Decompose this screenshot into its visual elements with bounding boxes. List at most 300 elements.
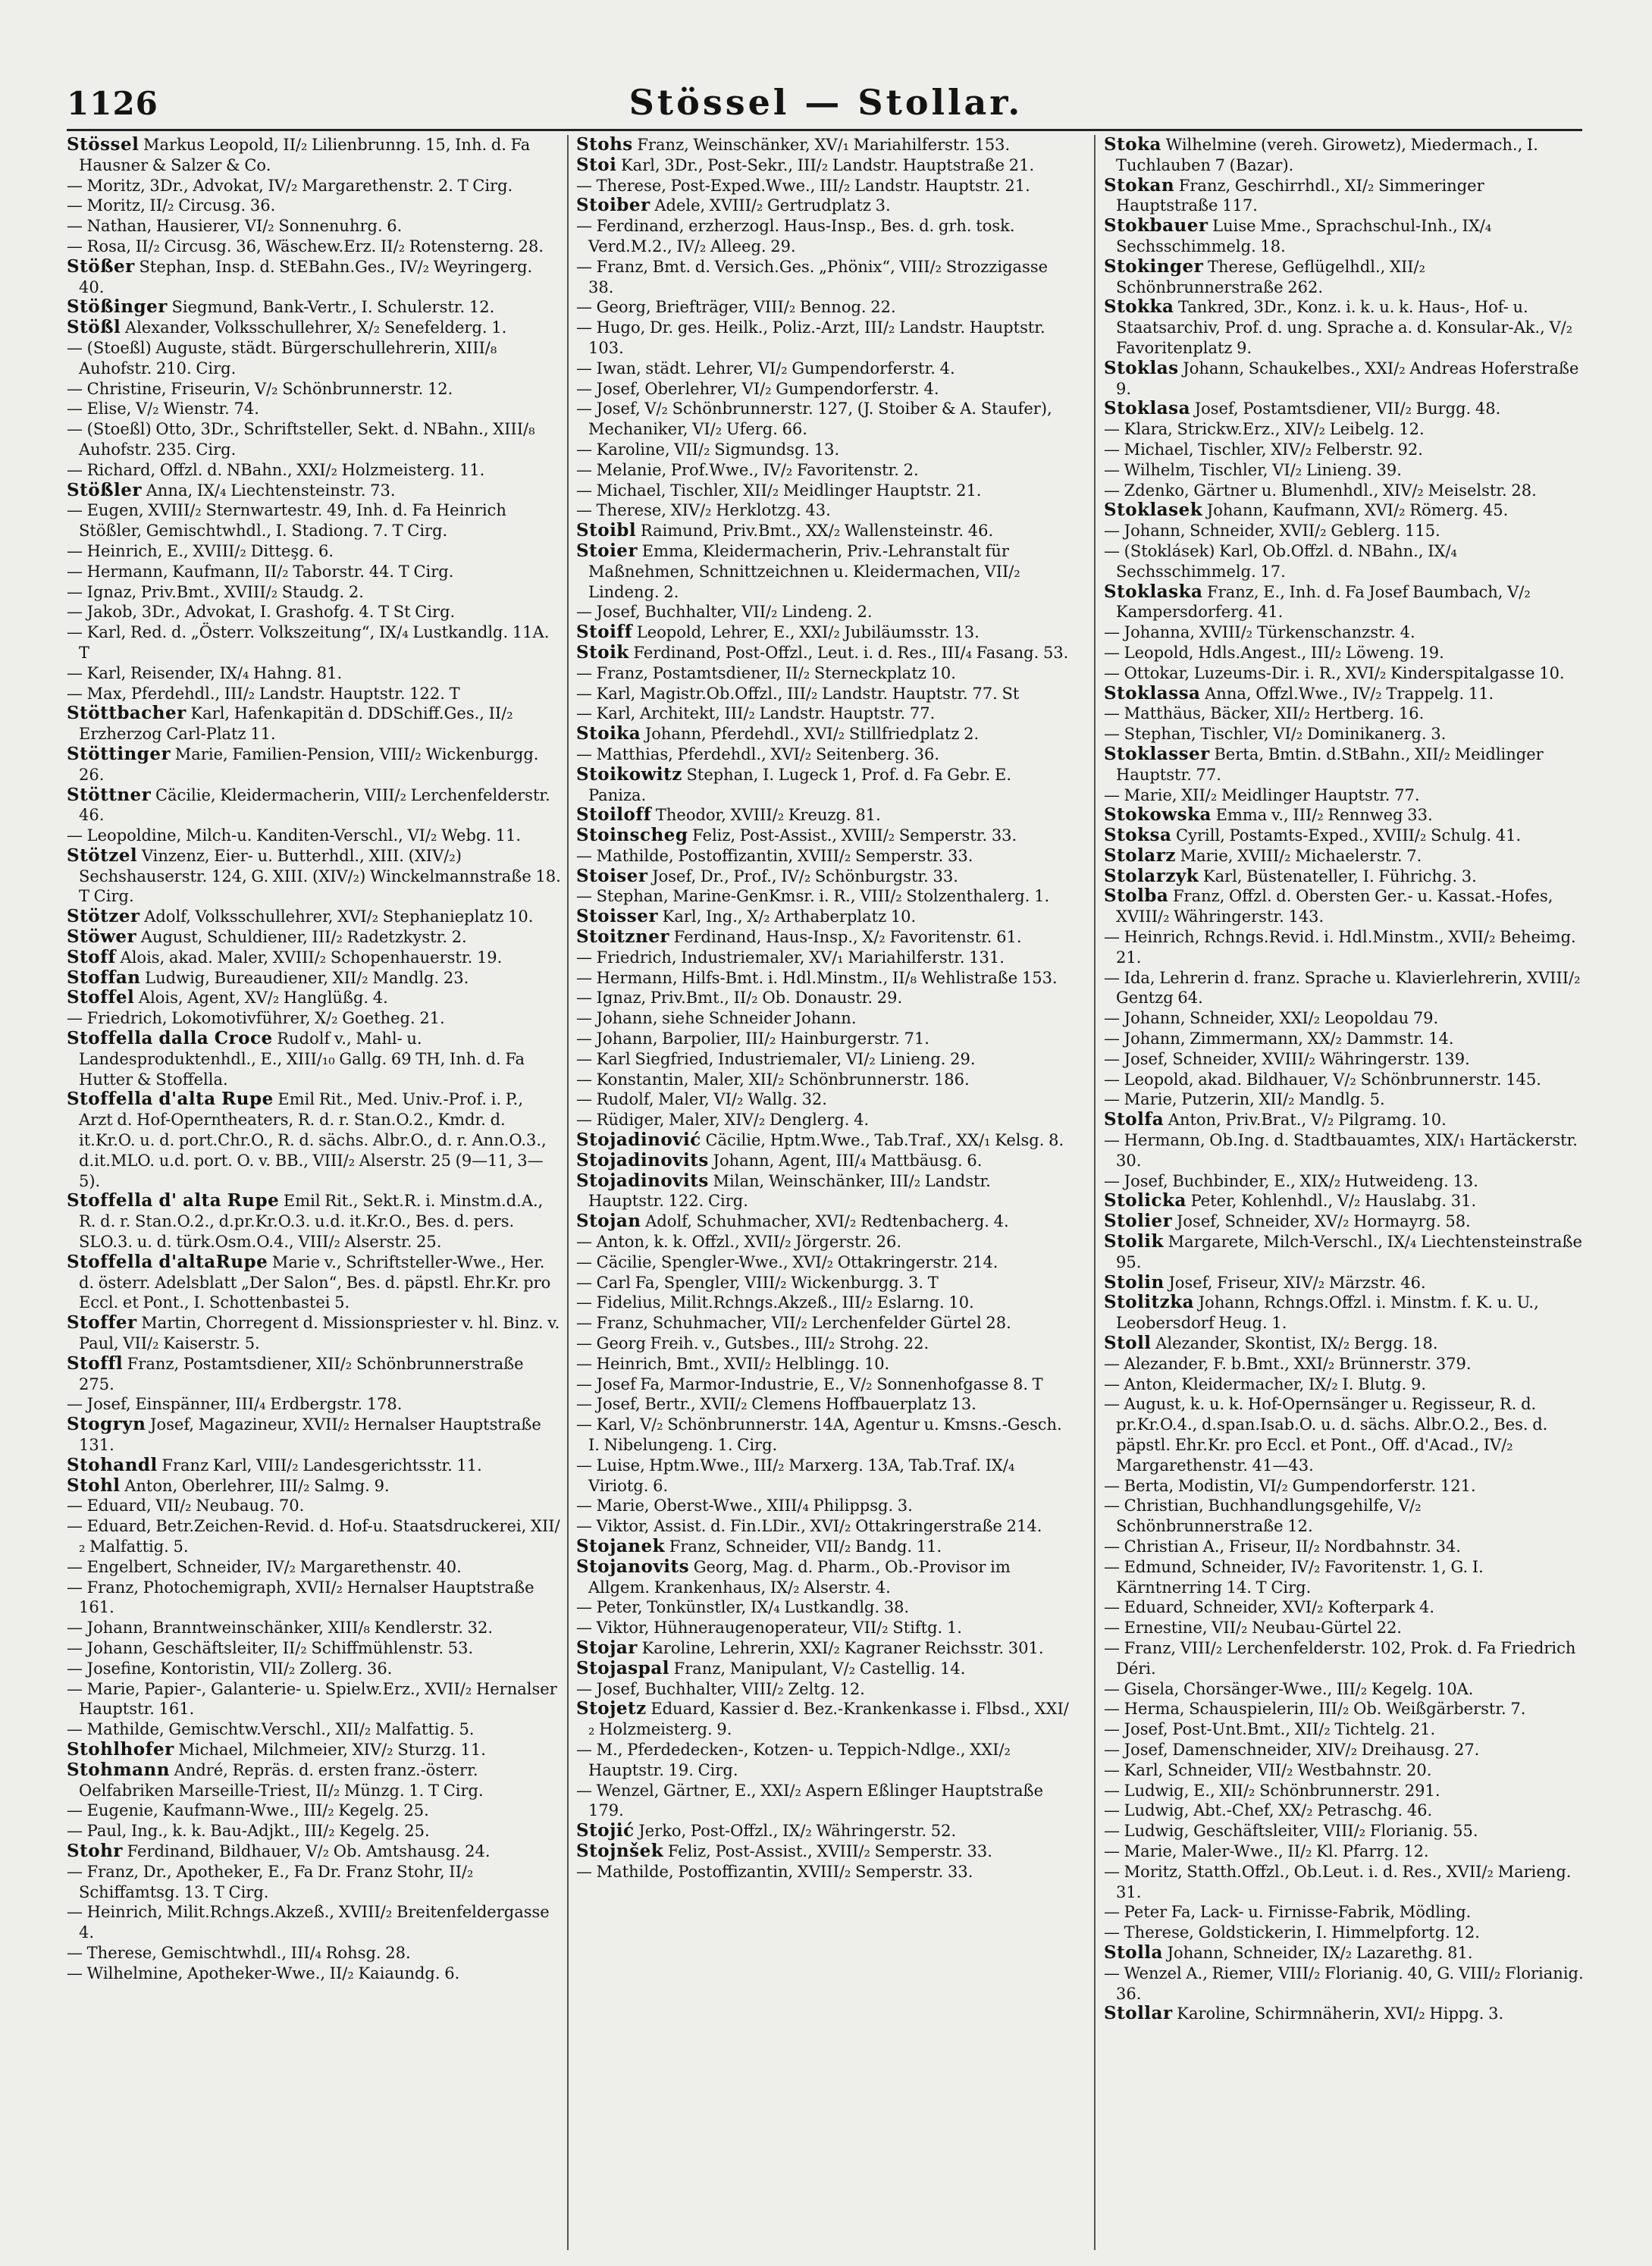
- entry-text: — Wenzel, Gärtner, E., XXI/₂ Aspern Eßlinger Hauptstraße 179.: [576, 1781, 1044, 1820]
- entry-text: — M., Pferdedecken-, Kotzen- u. Teppich-Ndlge., XXI/₂ Hauptstr. 19. Cirg.: [576, 1740, 1011, 1779]
- entry-surname: Stoffan: [67, 967, 141, 988]
- directory-entry: [67, 948, 561, 968]
- entry-surname: Stojanek: [576, 1535, 666, 1556]
- directory-entry: [67, 704, 561, 744]
- page-number: 1126: [67, 85, 158, 122]
- directory-entry: [67, 1476, 561, 1497]
- entry-surname: Stogryn: [67, 1414, 146, 1435]
- entry-text: — Mathilde, Postoffizantin, XVIII/₂ Semperstr. 33.: [576, 846, 973, 865]
- entry-surname: Stoff: [67, 946, 116, 967]
- entry-text: Stephan, Insp. d. StEBahn.Ges., IV/₂ Weyringerg. 40.: [79, 257, 533, 296]
- entry-text: — Alezander, F. b.Bmt., XXI/₂ Brünnerstr. 379.: [1104, 1354, 1472, 1373]
- directory-entry: [67, 1089, 561, 1191]
- directory-entry: [1104, 846, 1586, 867]
- entry-text: Margarete, Milch-Verschl., IX/₄ Liechtensteinstraße 95.: [1116, 1233, 1582, 1271]
- entry-text: Emma, Kleidermacherin, Priv.-Lehranstalt für Maßnehmen, Schnittzeichnen u. Kleidermachen, VII/₂ Lindeng. 2.: [588, 541, 1020, 601]
- directory-entry: [576, 521, 1071, 541]
- entry-text: — Heinrich, Rchngs.Revid. i. Hdl.Minstm., XVII/₂ Beheimg. 21.: [1104, 928, 1576, 967]
- entry-text: — Eduard, Betr.Zeichen-Revid. d. Hof-u. Staatsdruckerei, XII/₂ Malfattig. 5.: [67, 1517, 560, 1556]
- entry-text: Adele, XVIII/₂ Gertrudplatz 3.: [650, 196, 891, 215]
- entry-text: Cyrill, Postamts-Exped., XVIII/₂ Schulg. 41.: [1171, 826, 1522, 845]
- entry-text: Ludwig, Bureaudiener, XII/₂ Mandlg. 23.: [140, 968, 469, 987]
- entry-text: Anton, Oberlehrer, III/₂ Salmg. 9.: [120, 1476, 390, 1495]
- directory-entry: [576, 1354, 1071, 1374]
- entry-surname: Stoklasser: [1104, 743, 1210, 764]
- entry-text: Franz, Weinschänker, XV/₁ Mariahilferstr. 153.: [632, 136, 1011, 154]
- entry-surname: Stoksa: [1104, 825, 1172, 846]
- directory-entry: [1104, 643, 1586, 663]
- directory-entry: [576, 216, 1071, 257]
- directory-entry: [576, 684, 1071, 704]
- entry-surname: Stojar: [576, 1637, 638, 1658]
- directory-entry: [576, 460, 1071, 481]
- directory-entry: [576, 846, 1071, 867]
- entry-surname: Stoier: [576, 540, 638, 561]
- directory-entry: [1104, 744, 1586, 785]
- entry-surname: Stoffer: [67, 1312, 137, 1334]
- entry-text: — Karl, Schneider, VII/₂ Westbahnstr. 20.: [1104, 1760, 1432, 1779]
- entry-text: — Christine, Friseurin, V/₂ Schönbrunnerstr. 12.: [67, 379, 453, 398]
- directory-entry: [67, 419, 561, 460]
- entry-text: — Karl, Red. d. „Österr. Volkszeitung“, IX/₄ Lustkandlg. 11A. T: [67, 623, 550, 662]
- directory-entry: [576, 135, 1071, 155]
- directory-entry: [67, 663, 561, 684]
- entry-text: Franz Karl, VIII/₂ Landesgerichtsstr. 11.: [157, 1456, 482, 1475]
- entry-text: Karl, Ing., X/₂ Arthaberplatz 10.: [657, 907, 917, 926]
- entry-surname: Stoklas: [1104, 357, 1179, 378]
- directory-entry: [576, 440, 1071, 460]
- entry-text: — Karl, Magistr.Ob.Offzl., III/₂ Landstr. Hauptstr. 77. St: [576, 684, 1020, 703]
- directory-entry: [576, 1821, 1071, 1841]
- entry-text: — Karl, Reisender, IX/₄ Hahng. 81.: [67, 663, 343, 682]
- directory-entry: [67, 176, 561, 196]
- entry-surname: Stokbauer: [1104, 215, 1208, 237]
- entry-surname: Stokinger: [1104, 255, 1204, 277]
- directory-entry: [67, 500, 561, 541]
- entry-text: Karoline, Lehrerin, XXI/₂ Kagraner Reichsstr. 301.: [637, 1638, 1044, 1657]
- entry-text: Franz, Offzl. d. Obersten Ger.- u. Kassat.-Hofes, XVIII/₂ Währingerstr. 143.: [1116, 887, 1553, 926]
- directory-entry: [1104, 1394, 1586, 1475]
- entry-surname: Stoik: [576, 641, 629, 663]
- entry-text: — Anton, Kleidermacher, IX/₂ I. Blutg. 9.: [1104, 1374, 1427, 1393]
- entry-text: Tankred, 3Dr., Konz. i. k. u. k. Haus-, Hof- u. Staatsarchiv, Prof. d. ung. Sprache a. d. Konsular-Ak., V/₂ Favoritenplatz 9.: [1116, 298, 1573, 357]
- directory-entry: [576, 1557, 1071, 1598]
- directory-entry: [1104, 1334, 1586, 1354]
- entry-text: — Wenzel A., Riemer, VIII/₂ Florianig. 40, G. VIII/₂ Florianig. 36.: [1104, 1964, 1584, 2003]
- entry-text: Michael, Milchmeier, XIV/₂ Sturzg. 11.: [174, 1740, 486, 1759]
- entry-text: — Josef, Buchhalter, VII/₂ Lindeng. 2.: [576, 603, 873, 622]
- directory-entry: [576, 744, 1071, 765]
- entry-text: Emma v., III/₂ Rennweg 33.: [1211, 806, 1433, 825]
- directory-entry: [1104, 805, 1586, 826]
- entry-text: Johann, Schneider, IX/₂ Lazarethg. 81.: [1162, 1943, 1473, 1962]
- entry-text: — Matthäus, Bäcker, XII/₂ Hertberg. 16.: [1104, 704, 1425, 723]
- directory-entry: [576, 1273, 1071, 1293]
- directory-entry: [67, 399, 561, 419]
- entry-text: Therese, Geflügelhdl., XII/₂ Schönbrunnerstraße 262.: [1116, 257, 1426, 296]
- entry-surname: Stoffella d'alta Rupe: [67, 1089, 274, 1110]
- entry-text: — Engelbert, Schneider, IV/₂ Margarethenstr. 40.: [67, 1557, 462, 1576]
- directory-entry: [67, 1943, 561, 1964]
- entry-surname: Stolin: [1104, 1271, 1165, 1293]
- entry-text: Johann, Rchngs.Offzl. i. Minstm. f. K. u. U., Leobersdorf Heug. 1.: [1116, 1293, 1539, 1333]
- entry-surname: Stößer: [67, 255, 135, 277]
- directory-entry: [576, 1211, 1071, 1232]
- directory-entry: [1104, 927, 1586, 968]
- entry-text: — Heinrich, Milit.Rchngs.Akzeß., XVIII/₂ Breitenfeldergasse 4.: [67, 1903, 550, 1942]
- entry-surname: Stojaspal: [576, 1657, 669, 1678]
- entry-text: — Karl Siegfried, Industriemaler, VI/₂ Linieng. 29.: [576, 1049, 976, 1068]
- entry-text: — Peter, Tonkünstler, IX/₄ Lustkandlg. 38.: [576, 1598, 910, 1617]
- directory-entry: [576, 196, 1071, 216]
- directory-entry: [1104, 785, 1586, 806]
- entry-text: Anna, IX/₄ Liechtensteinstr. 73.: [142, 481, 396, 500]
- entry-text: — Carl Fa, Spengler, VIII/₂ Wickenburgg. 3. T: [576, 1273, 939, 1292]
- entry-text: Johann, Pferdehdl., XVI/₂ Stillfriedplatz 2.: [641, 725, 980, 744]
- entry-text: — Marie, Oberst-Wwe., XIII/₄ Philippsg. 3.: [576, 1497, 913, 1515]
- directory-entry: [1104, 216, 1586, 257]
- directory-entry: [67, 1415, 561, 1456]
- directory-entry: [576, 1008, 1071, 1029]
- entry-text: — Eugen, XVIII/₂ Sternwartestr. 49, Inh. d. Fa Heinrich Stößler, Gemischtwhdl., I. Stadiong. 7. T Cirg.: [67, 501, 506, 541]
- directory-entry: [1104, 541, 1586, 582]
- entry-surname: Stoll: [1104, 1333, 1152, 1354]
- directory-entry: [67, 684, 561, 704]
- entry-surname: Stöttinger: [67, 743, 171, 764]
- directory-entry: [67, 481, 561, 501]
- directory-entry: [1104, 704, 1586, 724]
- directory-entry: [1104, 1638, 1586, 1679]
- directory-entry: [1104, 359, 1586, 400]
- directory-entry: [67, 1964, 561, 1984]
- entry-text: — Peter Fa, Lack- u. Firnisse-Fabrik, Mödling.: [1104, 1903, 1472, 1922]
- directory-entry: [67, 562, 561, 582]
- directory-entry: [1104, 1191, 1586, 1211]
- entry-text: Johann, Agent, III/₄ Mattbäusg. 6.: [708, 1151, 983, 1170]
- directory-entry: [576, 1232, 1071, 1252]
- directory-entry: [67, 1841, 561, 1862]
- entry-surname: Stojanovits: [576, 1556, 690, 1577]
- directory-entry: [67, 1456, 561, 1476]
- entry-text: Wilhelmine (vereh. Girowetz), Miedermach., I. Tuchlauben 7 (Bazar).: [1116, 136, 1538, 174]
- directory-entry: [1104, 1557, 1586, 1598]
- directory-entry: [1104, 176, 1586, 217]
- directory-entry: [576, 1049, 1071, 1070]
- entry-text: Feliz, Post-Assist., XVIII/₂ Semperstr. 33.: [688, 826, 1017, 845]
- directory-entry: [67, 318, 561, 338]
- entry-text: — Leopoldine, Milch-u. Kanditen-Verschl., VI/₂ Webg. 11.: [67, 826, 522, 845]
- directory-entry: [67, 846, 561, 907]
- entry-surname: Stollar: [1104, 2003, 1173, 2024]
- entry-text: — Wilhelmine, Apotheker-Wwe., II/₂ Kaiaundg. 6.: [67, 1964, 460, 1982]
- directory-entry: [576, 826, 1071, 846]
- entry-surname: Stötzer: [67, 906, 140, 927]
- entry-text: — Heinrich, E., XVIII/₂ Ditteşg. 6.: [67, 541, 334, 560]
- entry-text: — Marie, Papier-, Galanterie- u. Spielw.Erz., XVII/₂ Hernalser Hauptstr. 161.: [67, 1679, 557, 1719]
- entry-text: — Johann, Schneider, XVII/₂ Geblerg. 115.: [1104, 522, 1440, 541]
- entry-text: Franz, Postamtsdiener, XII/₂ Schönbrunnerstraße 275.: [79, 1354, 524, 1393]
- entry-surname: Stohs: [576, 135, 633, 155]
- directory-entry: [67, 1719, 561, 1740]
- entry-text: — Franz, Postamtsdiener, II/₂ Sterneckplatz 10.: [576, 663, 956, 682]
- directory-entry: [1104, 481, 1586, 501]
- entry-text: Marie, XVIII/₂ Michaelerstr. 7.: [1175, 846, 1422, 865]
- entry-text: Josef, Postamtsdiener, VII/₂ Burgg. 48.: [1190, 400, 1501, 418]
- entry-surname: Stohandl: [67, 1454, 158, 1475]
- directory-entry: [576, 1089, 1071, 1110]
- entry-text: — Mathilde, Gemischtw.Verschl., XII/₂ Malfattig. 5.: [67, 1720, 475, 1739]
- directory-entry: [576, 988, 1071, 1008]
- entry-text: Marie v., Schriftsteller-Wwe., Her. d. österr. Adelsblatt „Der Salon“, Bes. d. päpstl. Ehr.Kr. pro Eccl. et Pont., I. Schottenbastei 5.: [79, 1252, 551, 1312]
- entry-text: — Johann, siehe Schneider Johann.: [576, 1009, 857, 1028]
- entry-surname: Stoikowitz: [576, 763, 682, 785]
- entry-text: — Nathan, Hausierer, VI/₂ Sonnenuhrg. 6.: [67, 217, 403, 236]
- entry-text: Emil Rit., Sekt.R. i. Minstm.d.A., R. d. r. Stan.O.2., d.pr.Kr.O.3. u.d. it.Kr.O., Bes. d. pers. SLO.3. u. d. türk.Osm.O.4., VIII/₂ Alserstr. 25.: [79, 1192, 544, 1252]
- entry-text: Stephan, I. Lugeck 1, Prof. d. Fa Gebr. E. Paniza.: [588, 765, 1012, 804]
- entry-surname: Stoiser: [576, 865, 648, 886]
- directory-entry: [67, 1821, 561, 1841]
- directory-entry: [67, 1252, 561, 1313]
- entry-text: Martin, Chorregent d. Missionspriester v. hl. Binz. v. Paul, VII/₂ Kaiserstr. 5.: [79, 1314, 560, 1353]
- entry-text: — Luise, Hptm.Wwe., III/₂ Marxerg. 13A, Tab.Traf. IX/₄ Viriotg. 6.: [576, 1456, 1015, 1495]
- directory-entry: [67, 237, 561, 257]
- entry-surname: Stoiff: [576, 622, 633, 643]
- entry-text: Theodor, XVIII/₂ Kreuzg. 81.: [651, 806, 881, 825]
- directory-entry: [576, 1516, 1071, 1537]
- directory-entry: [576, 1394, 1071, 1415]
- directory-entry: [1104, 1374, 1586, 1395]
- entry-text: Emil Rit., Med. Univ.-Prof. i. P., Arzt d. Hof-Operntheaters, R. d. r. Stan.O.2., Kmdr. d. it.Kr.O. u. d. port.Chr.O., R. d. sächs. Albr.O., d. r. Ann.O.3., d.it.MLO. u.d. port. O. v. BB., VIII/₂ Alserstr. 25 (9—11, 3—5).: [79, 1090, 547, 1190]
- directory-entry: [576, 1334, 1071, 1354]
- directory-entry: [1104, 1293, 1586, 1334]
- directory-entry: [1104, 1089, 1586, 1110]
- entry-text: Markus Leopold, II/₂ Lilienbrunng. 15, Inh. d. Fa Hausner & Salzer & Co.: [79, 136, 531, 174]
- entry-text: — Moritz, II/₂ Circusg. 36.: [67, 196, 276, 215]
- directory-entry: [576, 602, 1071, 622]
- directory-entry: [67, 968, 561, 989]
- entry-surname: Stoka: [1104, 135, 1161, 155]
- directory-entry: [1104, 1354, 1586, 1374]
- entry-text: — Josef, V/₂ Schönbrunnerstr. 127, (J. Stoiber & A. Staufer), Mechaniker, VI/₂ Uferg. 66.: [576, 400, 1052, 439]
- entry-surname: Stößler: [67, 479, 143, 500]
- entry-text: — Therese, Goldstickerin, I. Himmelpfortg. 12.: [1104, 1923, 1480, 1942]
- directory-entry: [1104, 460, 1586, 481]
- entry-surname: Stoffella dalla Croce: [67, 1028, 273, 1049]
- directory-entry: [576, 297, 1071, 318]
- entry-text: — Josef, Buchhalter, VIII/₂ Zeltg. 12.: [576, 1679, 865, 1698]
- directory-entry: [67, 1496, 561, 1516]
- entry-text: — Max, Pferdehdl., III/₂ Landstr. Hauptstr. 122. T: [67, 684, 460, 703]
- entry-surname: Stohmann: [67, 1759, 170, 1780]
- directory-entry: [1104, 1902, 1586, 1923]
- directory-entry: [576, 1151, 1071, 1171]
- directory-entry: [67, 785, 561, 826]
- entry-text: — Heinrich, Bmt., XVII/₂ Helblingg. 10.: [576, 1354, 890, 1373]
- entry-text: — Moritz, 3Dr., Advokat, IV/₂ Margarethenstr. 2. T Cirg.: [67, 176, 513, 195]
- entry-surname: Stoklasa: [1104, 398, 1191, 419]
- entry-surname: Stohlhofer: [67, 1738, 174, 1760]
- entry-surname: Stoi: [576, 154, 617, 175]
- entry-text: Alexander, Volksschullehrer, X/₂ Senefelderg. 1.: [121, 318, 507, 337]
- directory-entry: [576, 643, 1071, 663]
- entry-text: — Therese, Gemischtwhdl., III/₄ Rohsg. 28.: [67, 1943, 411, 1962]
- directory-entry: [67, 135, 561, 176]
- entry-text: — Georg Freih. v., Gutsbes., III/₂ Strohg. 22.: [576, 1334, 929, 1353]
- directory-entry: [1104, 1476, 1586, 1497]
- entry-text: — Ludwig, Geschäftsleiter, VIII/₂ Florianig. 55.: [1104, 1822, 1478, 1841]
- directory-entry: [1104, 663, 1586, 684]
- entry-text: — Christian, Buchhandlungsgehilfe, V/₂ Schönbrunnerstraße 12.: [1104, 1497, 1422, 1536]
- directory-entry: [576, 948, 1071, 968]
- entry-surname: Stojetz: [576, 1698, 647, 1719]
- entry-text: — Ferdinand, erzherzogl. Haus-Insp., Bes. d. grh. tosk. Verd.M.2., IV/₂ Alleeg. 29.: [576, 217, 1015, 255]
- entry-text: — Karoline, VII/₂ Sigmundsg. 13.: [576, 440, 840, 459]
- directory-entry: [1104, 1496, 1586, 1537]
- entry-text: — Rudolf, Maler, VI/₂ Wallg. 32.: [576, 1090, 827, 1109]
- entry-text: — Berta, Modistin, VI/₂ Gumpendorferstr. 121.: [1104, 1476, 1476, 1495]
- directory-entry: [67, 927, 561, 948]
- directory-entry: [576, 867, 1071, 887]
- entry-text: — August, k. u. k. Hof-Opernsänger u. Regisseur, R. d. pr.Kr.O.4., d.span.Isab.O. u. d. sächs. Albr.O.2., Bes. d. päpstl. Ehr.Kr. pro Eccl. et Pont., Off. d'Acad., IV/₂ Margarethenstr. 41—43.: [1104, 1395, 1548, 1475]
- entry-surname: Stoiber: [576, 195, 650, 216]
- directory-column-2: [576, 135, 1071, 2250]
- directory-entry: [576, 1110, 1071, 1130]
- entry-text: — (Stoklásek) Karl, Ob.Offzl. d. NBahn., IX/₄ Sechsschimmelg. 17.: [1104, 541, 1457, 581]
- entry-text: — Ida, Lehrerin d. franz. Sprache u. Klavierlehrerin, XVIII/₂ Gentzg 64.: [1104, 968, 1581, 1008]
- directory-entry: [576, 379, 1071, 400]
- entry-text: — Iwan, städt. Lehrer, VI/₂ Gumpendorferstr. 4.: [576, 359, 955, 378]
- entry-surname: Stolarzyk: [1104, 865, 1199, 886]
- directory-entry: [576, 1699, 1071, 1740]
- entry-text: Karl, Hafenkapitän d. DDSchiff.Ges., II/₂ Erzherzog Carl-Platz 11.: [79, 704, 513, 744]
- entry-text: Rudolf v., Mahl- u. Landesproduktenhdl., E., XIII/₁₀ Gallg. 69 TH, Inh. d. Fa Hutter & Stoffella.: [79, 1030, 525, 1089]
- directory-entry: [67, 338, 561, 379]
- entry-surname: Stokan: [1104, 174, 1175, 196]
- directory-entry: [576, 1537, 1071, 1557]
- directory-column-1: [67, 135, 561, 2250]
- entry-text: — Fidelius, Milit.Rchngs.Akzeß., III/₂ Eslarng. 10.: [576, 1293, 974, 1312]
- entry-text: — Franz, Bmt. d. Versich.Ges. „Phönix“, VIII/₂ Strozzigasse 38.: [576, 257, 1049, 296]
- entry-surname: Stolier: [1104, 1211, 1173, 1232]
- directory-entry: [1104, 1740, 1586, 1760]
- directory-entry: [576, 318, 1071, 359]
- entry-text: — Stephan, Marine-GenKmsr. i. R., VIII/₂ Stolzenthalerg. 1.: [576, 887, 1050, 906]
- directory-entry: [1104, 2004, 1586, 2024]
- entry-text: Ferdinand, Haus-Insp., X/₂ Favoritenstr. 61.: [669, 928, 1022, 947]
- entry-text: Johann, Schaukelbes., XXI/₂ Andreas Hoferstraße 9.: [1116, 359, 1579, 398]
- entry-text: — Paul, Ing., k. k. Bau-Adjkt., III/₂ Kegelg. 25.: [67, 1822, 430, 1841]
- entry-surname: Stöwer: [67, 926, 137, 948]
- directory-entry: [1104, 1008, 1586, 1029]
- entry-surname: Stöttbacher: [67, 703, 187, 724]
- entry-text: — Herma, Schauspielerin, III/₂ Ob. Weißgärberstr. 7.: [1104, 1700, 1526, 1719]
- entry-surname: Stokowska: [1104, 804, 1212, 826]
- directory-entry: [1104, 1841, 1586, 1862]
- entry-surname: Stolitzka: [1104, 1292, 1195, 1313]
- directory-entry: [67, 1008, 561, 1029]
- entry-text: — Ludwig, E., XII/₂ Schönbrunnerstr. 291.: [1104, 1781, 1440, 1800]
- entry-surname: Stolicka: [1104, 1190, 1186, 1211]
- entry-surname: Stoffella d' alta Rupe: [67, 1190, 280, 1211]
- entry-text: — Rüdiger, Maler, XIV/₂ Denglerg. 4.: [576, 1111, 870, 1130]
- directory-entry: [1104, 1232, 1586, 1273]
- entry-surname: Stöttner: [67, 784, 152, 805]
- directory-entry: [67, 1679, 561, 1720]
- directory-entry: [576, 1252, 1071, 1273]
- directory-entry: [67, 379, 561, 400]
- entry-text: — Eugenie, Kaufmann-Wwe., III/₂ Kegelg. 25.: [67, 1801, 429, 1820]
- entry-text: Feliz, Post-Assist., XVIII/₂ Semperstr. 33.: [663, 1841, 992, 1860]
- entry-surname: Stojan: [576, 1211, 641, 1232]
- entry-text: — Richard, Offzl. d. NBahn., XXI/₂ Holzmeisterg. 11.: [67, 460, 485, 479]
- directory-entry: [576, 927, 1071, 948]
- entry-text: — Hugo, Dr. ges. Heilk., Poliz.-Arzt, III/₂ Landstr. Hauptstr. 103.: [576, 318, 1045, 357]
- directory-entry: [576, 1415, 1071, 1456]
- entry-text: — Karl, Architekt, III/₂ Landstr. Hauptstr. 77.: [576, 704, 936, 723]
- entry-text: Peter, Kohlenhdl., V/₂ Hauslabg. 31.: [1186, 1192, 1477, 1211]
- entry-text: Luise Mme., Sprachschul-Inh., IX/₄ Sechsschimmelg. 18.: [1116, 217, 1492, 255]
- entry-surname: Stoiloff: [576, 804, 652, 826]
- directory-entry: [67, 826, 561, 846]
- directory-entry: [67, 1394, 561, 1415]
- entry-text: — Ignaz, Priv.Bmt., XVIII/₂ Staudg. 2.: [67, 582, 364, 601]
- entry-surname: Stoibl: [576, 520, 637, 541]
- directory-entry: [1104, 1273, 1586, 1293]
- directory-entry: [67, 257, 561, 298]
- entry-text: — Wilhelm, Tischler, VI/₂ Linieng. 39.: [1104, 460, 1402, 479]
- entry-text: — Konstantin, Maler, XII/₂ Schönbrunnerstr. 186.: [576, 1070, 970, 1089]
- directory-entry: [67, 1862, 561, 1903]
- entry-text: — Michael, Tischler, XII/₂ Meidlinger Hauptstr. 21.: [576, 481, 982, 500]
- entry-surname: Stoika: [576, 723, 641, 744]
- entry-text: — Ignaz, Priv.Bmt., II/₂ Ob. Donaustr. 29.: [576, 989, 903, 1008]
- entry-surname: Stoklassa: [1104, 682, 1201, 704]
- entry-text: — Anton, k. k. Offzl., XVII/₂ Jörgerstr. 26.: [576, 1233, 901, 1252]
- entry-text: August, Schuldiener, III/₂ Radetzkystr. 2.: [136, 928, 467, 947]
- directory-entry: [67, 541, 561, 562]
- entry-surname: Stössel: [67, 135, 139, 155]
- directory-entry: [67, 297, 561, 318]
- entry-text: — Christian A., Friseur, II/₂ Nordbahnstr. 34.: [1104, 1537, 1461, 1556]
- entry-text: — Leopold, Hdls.Angest., III/₂ Löweng. 19.: [1104, 643, 1444, 662]
- entry-text: — Josef, Bertr., XVII/₂ Clemens Hoffbauerplatz 13.: [576, 1395, 976, 1414]
- entry-text: — Josef, Einspänner, III/₄ Erdbergstr. 178.: [67, 1395, 403, 1414]
- directory-entry: [1104, 1923, 1586, 1943]
- entry-text: Adolf, Schuhmacher, XVI/₂ Redtenbacherg. 4.: [641, 1212, 1009, 1231]
- entry-text: — Edmund, Schneider, IV/₂ Favoritenstr. 1, G. I. Kärntnerring 14. T Cirg.: [1104, 1557, 1484, 1597]
- directory-entry: [1104, 1049, 1586, 1070]
- entry-text: Marie, Familien-Pension, VIII/₂ Wickenburgg. 26.: [79, 744, 539, 784]
- entry-text: Josef, Magazineur, XVII/₂ Hernalser Hauptstraße 131.: [79, 1415, 541, 1454]
- directory-entry: [1104, 1171, 1586, 1192]
- directory-entry: [67, 622, 561, 663]
- directory-entry: [67, 216, 561, 237]
- directory-entry: [576, 1456, 1071, 1497]
- entry-text: — Gisela, Chorsänger-Wwe., III/₂ Kegelg. 10A.: [1104, 1679, 1474, 1698]
- entry-text: Cäcilie, Kleidermacherin, VIII/₂ Lerchenfelderstr. 46.: [79, 785, 550, 825]
- directory-entry: [576, 1130, 1071, 1151]
- directory-entry: [67, 1354, 561, 1395]
- entry-surname: Stößl: [67, 317, 121, 338]
- directory-entry: [576, 1781, 1071, 1822]
- entry-text: — Hermann, Ob.Ing. d. Stadtbauamtes, XIX/₁ Hartäckerstr. 30.: [1104, 1131, 1578, 1170]
- entry-text: Adolf, Volksschullehrer, XVI/₂ Stephanieplatz 10.: [139, 907, 534, 926]
- entry-text: — Hermann, Hilfs-Bmt. i. Hdl.Minstm., II/₈ Wehlistraße 153.: [576, 968, 1058, 987]
- entry-text: — (Stoeßl) Auguste, städt. Bürgerschullehrerin, XIII/₈ Auhofstr. 210. Cirg.: [67, 338, 497, 378]
- directory-entry: [576, 1862, 1071, 1882]
- entry-text: — Karl, V/₂ Schönbrunnerstr. 14A, Agentur u. Kmsns.-Gesch. I. Nibelungeng. 1. Cirg.: [576, 1415, 1062, 1454]
- entry-text: — Ernestine, VII/₂ Neubau-Gürtel 22.: [1104, 1619, 1403, 1638]
